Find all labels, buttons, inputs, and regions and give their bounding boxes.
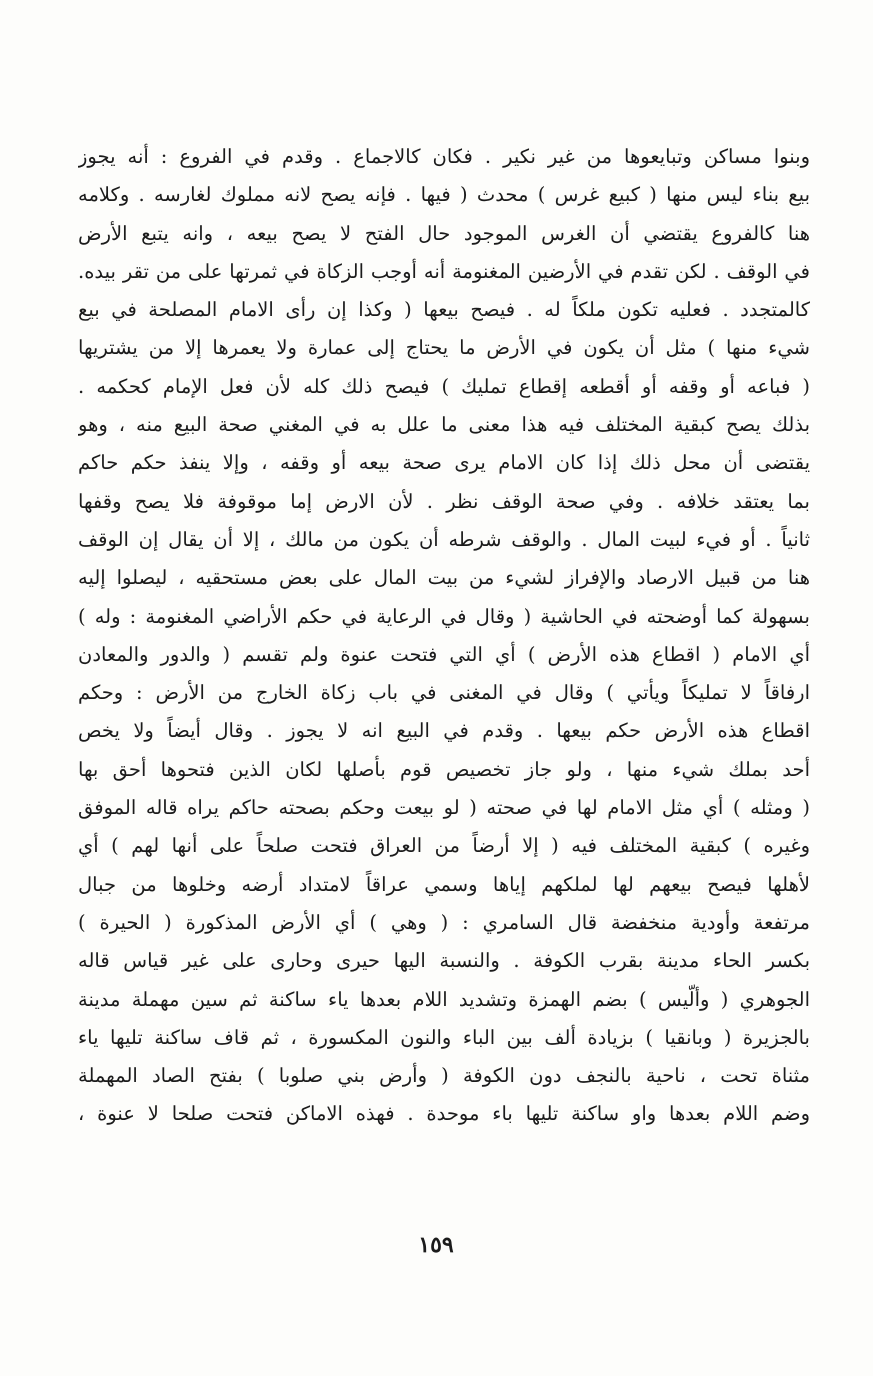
body-text	[78, 138, 810, 1134]
text-line-25: مثناة تحت ، ناحية بالنجف دون الكوفة ( وأرض بني صلوبا ) بفتح الصاد المهملة	[78, 1064, 810, 1088]
page-number: ١٥٩	[418, 1232, 454, 1258]
text-line-10: بما يعتقد خلافه . وفي صحة الوقف نظر . لأن الارض إما موقوفة فلا يصح وقفها	[78, 489, 810, 513]
text-line-17: أحد بملك شيء منها ، ولو جاز تخصيص قوم بأصلها لكان الذين فتحوها أحق بها	[78, 757, 810, 781]
text-line-24: بالجزيرة ( وبانقيا ) بزيادة ألف بين الباء والنون المكسورة ، ثم قاف ساكنة تليها ياء	[78, 1025, 810, 1049]
text-line-14: أي الامام ( اقطاع هذه الأرض ) أي التي فتحت عنوة ولم تقسم ( والدور والمعادن	[78, 642, 810, 666]
text-line-19: وغيره ) كبقية المختلف فيه ( إلا أرضاً من العراق فتحت صلحاً على أنها لهم ) أي	[78, 834, 810, 858]
text-line-12: هنا من قبيل الارصاد والإفراز لشيء من بيت المال على بعض مستحقيه ، ليصلوا إليه	[78, 566, 810, 590]
text-line-22: بكسر الحاء مدينة بقرب الكوفة . والنسبة اليها حيرى وحارى على غير قياس قاله	[78, 949, 810, 973]
text-line-1: وبنوا مساكن وتبايعوها من غير نكير . فكان كالاجماع . وقدم في الفروع : أنه يجوز	[78, 145, 810, 168]
text-line-11: ثانياً . أو فيء لبيت المال . والوقف شرطه أن يكون من مالك ، إلا أن يقال إن الوقف	[78, 527, 810, 551]
text-line-8: بذلك يصح كبقية المختلف فيه هذا معنى ما علل به في المغني صحة البيع منه ، وهو	[78, 413, 810, 437]
text-line-2: بيع بناء ليس منها ( كبيع غرس ) محدث ( فيها . فإنه يصح لانه مملوك لغارسه . وكلامه	[78, 183, 810, 207]
text-line-4: في الوقف . لكن تقدم في الأرضين المغنومة أنه أوجب الزكاة في ثمرتها على من تقر بيده.	[78, 259, 810, 283]
text-line-23: الجوهري ( وألّيس ) بضم الهمزة وتشديد اللام بعدها ياء ساكنة ثم سين مهملة مدينة	[78, 987, 810, 1011]
text-line-9: يقتضى أن محل ذلك إذا كان الامام يرى صحة بيعه أو وقفه ، وإلا ينفذ حكم حاكم	[78, 451, 810, 475]
text-line-7: ( فباعه أو وقفه أو أقطعه إقطاع تمليك ) فيصح ذلك كله لأن فعل الإمام كحكمه .	[78, 374, 810, 398]
text-line-15: ارفاقاً لا تمليكاً ويأتي ) وقال في المغنى في باب زكاة الخارج من الأرض : وحكم	[78, 681, 810, 705]
text-line-18: ( ومثله ) أي مثل الامام لها في صحته ( لو بيعت وحكم بصحته حاكم يراه قاله الموفق	[78, 796, 810, 820]
text-line-21: مرتفعة وأودية منخفضة قال السامري : ( وهي ) أي الأرض المذكورة ( الحيرة )	[78, 910, 810, 934]
text-line-16: اقطاع هذه الأرض حكم بيعها . وقدم في البيع انه لا يجوز . وقال أيضاً ولا يخص	[78, 719, 810, 743]
text-line-3: هنا كالفروع يقتضي أن الغرس الموجود حال الفتح لا يصح بيعه ، وانه يتبع الأرض	[78, 221, 810, 245]
text-line-26: وضم اللام بعدها واو ساكنة تليها باء موحدة . فهذه الاماكن فتحت صلحا لا عنوة ،	[78, 1102, 810, 1126]
text-line-5: كالمتجدد . فعليه تكون ملكاً له . فيصح بيعها ( وكذا إن رأى الامام المصلحة في بيع	[78, 298, 810, 322]
text-line-20: لأهلها فيصح بيعهم لها لملكهم إياها وسمي عراقاً لامتداد أرضه وخلوها من جبال	[78, 872, 810, 896]
text-line-6: شيء منها ) مثل أن يكون في الأرض ما يحتاج إلى عمارة ولا يعمرها إلا من يشتريها	[78, 336, 810, 360]
text-line-13: بسهولة كما أوضحته في الحاشية ( وقال في الرعاية في حكم الأراضي المغنومة : وله )	[78, 604, 810, 628]
